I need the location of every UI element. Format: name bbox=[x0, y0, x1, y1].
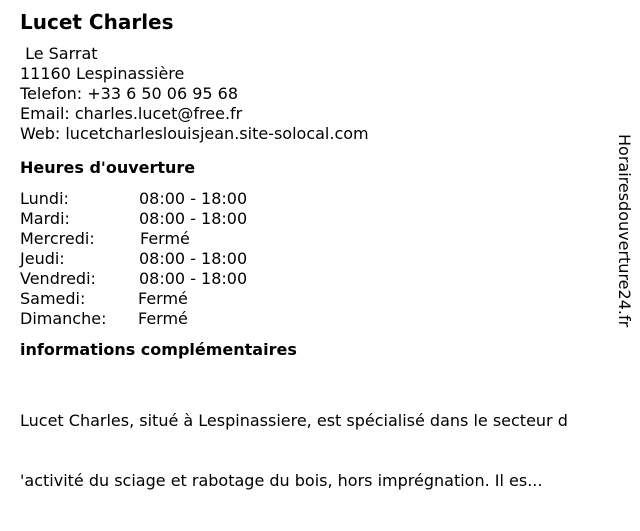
hours-row-sunday bbox=[20, 309, 620, 329]
hours-day: Jeudi: bbox=[20, 249, 65, 268]
description-line-2: 'activité du sciage et rabotage du bois, hors imprégnation. Il es... bbox=[20, 471, 543, 490]
business-name: Lucet Charles bbox=[20, 10, 174, 34]
hours-row-tuesday bbox=[20, 209, 620, 229]
address-line-1: Le Sarrat bbox=[20, 44, 98, 63]
hours-time: 08:00 - 18:00 bbox=[139, 209, 248, 228]
additional-info-title: informations complémentaires bbox=[20, 340, 297, 359]
email-line[interactable]: Email: charles.lucet@free.fr bbox=[20, 104, 243, 123]
site-watermark: Horairesdouverture24.fr bbox=[615, 134, 634, 328]
hours-time: Fermé bbox=[138, 309, 188, 328]
hours-day: Mercredi: bbox=[20, 229, 95, 248]
hours-day: Dimanche: bbox=[20, 309, 107, 328]
web-line[interactable]: Web: lucetcharleslouisjean.site-solocal.com bbox=[20, 124, 369, 143]
hours-row-wednesday bbox=[20, 229, 620, 249]
hours-time: Fermé bbox=[140, 229, 190, 248]
description-line-1: Lucet Charles, situé à Lespinassiere, est spécialisé dans le secteur d bbox=[20, 411, 568, 430]
hours-time: 08:00 - 18:00 bbox=[139, 269, 248, 288]
opening-hours-title: Heures d'ouverture bbox=[20, 158, 196, 177]
hours-row-thursday bbox=[20, 249, 620, 269]
hours-day: Vendredi: bbox=[20, 269, 96, 288]
opening-hours-table bbox=[20, 189, 620, 329]
hours-time: 08:00 - 18:00 bbox=[139, 249, 248, 268]
hours-time: Fermé bbox=[138, 289, 188, 308]
hours-day: Samedi: bbox=[20, 289, 86, 308]
hours-row-saturday bbox=[20, 289, 620, 309]
hours-time: 08:00 - 18:00 bbox=[139, 189, 248, 208]
hours-day: Lundi: bbox=[20, 189, 69, 208]
phone-line[interactable]: Telefon: +33 6 50 06 95 68 bbox=[20, 84, 239, 103]
hours-row-monday bbox=[20, 189, 620, 209]
hours-row-friday bbox=[20, 269, 620, 289]
business-card bbox=[20, 8, 620, 531]
description bbox=[20, 371, 620, 531]
address-line-2: 11160 Lespinassière bbox=[20, 64, 185, 83]
hours-day: Mardi: bbox=[20, 209, 70, 228]
